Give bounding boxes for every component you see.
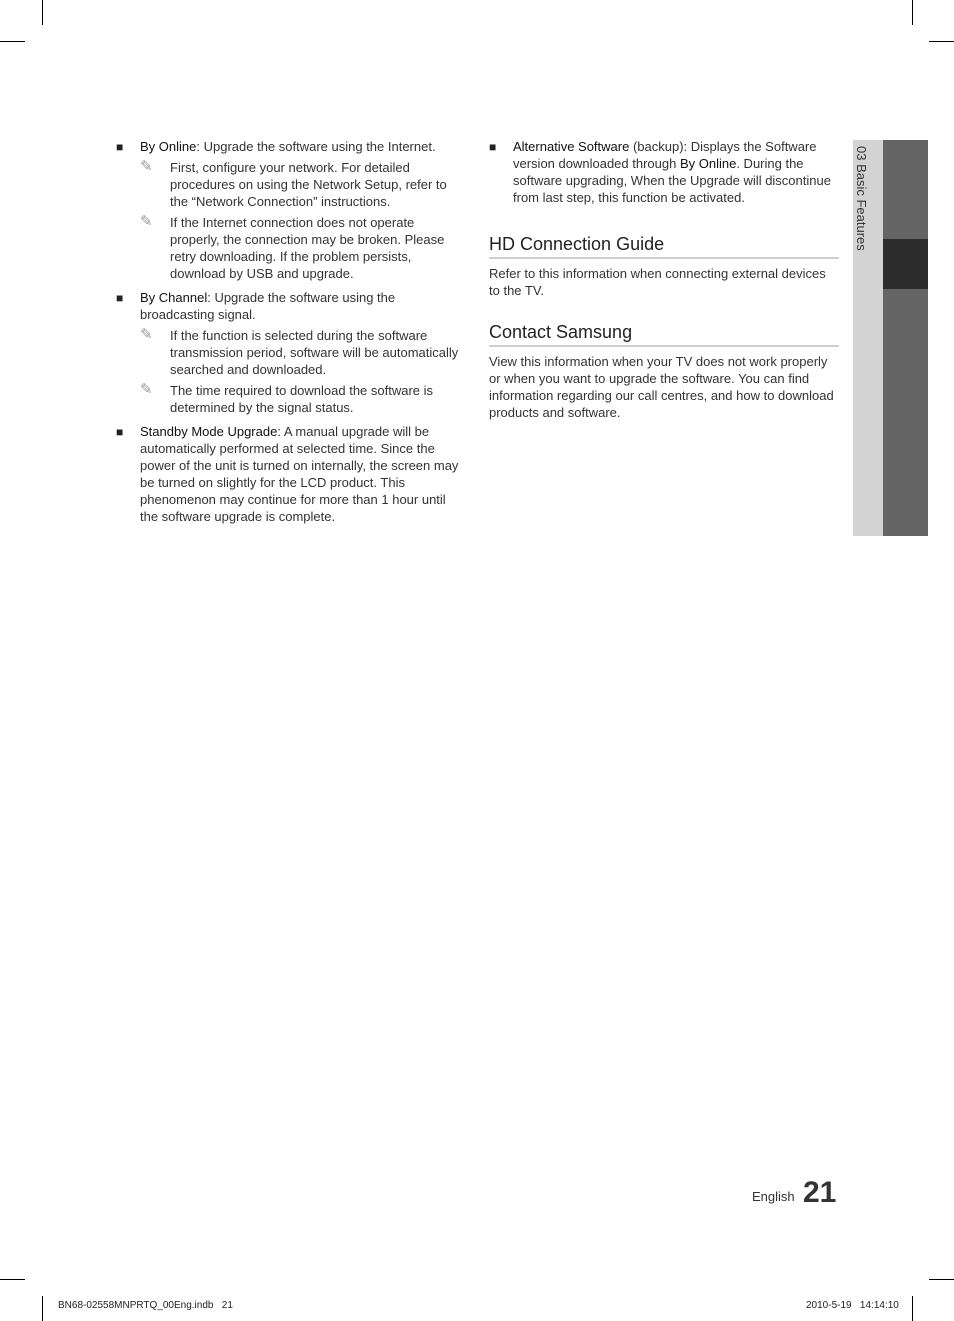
pencil-note-icon: ✎ xyxy=(140,212,153,230)
bullet-term: Alternative Software xyxy=(513,139,630,154)
bullet-item-by-channel xyxy=(116,289,466,416)
note-text: If the function is selected during the software transmission period, software will be automatically searched and downloaded. xyxy=(170,328,459,377)
square-bullet-icon: ■ xyxy=(116,425,124,439)
pencil-note-icon: ✎ xyxy=(140,380,153,398)
square-bullet-icon: ■ xyxy=(489,140,497,154)
square-bullet-icon: ■ xyxy=(116,140,124,154)
bullet-text: . During the software upgrading, When the Upgrade will discontinue from last step, this function be activated. xyxy=(513,156,831,205)
crop-mark xyxy=(929,41,954,42)
bullet-term: By Online xyxy=(679,156,737,171)
section-contact-samsung xyxy=(489,321,839,421)
section-hd-connection-guide xyxy=(489,233,839,299)
section-heading: Contact Samsung xyxy=(489,321,839,347)
bullet-item-alternative-software xyxy=(489,138,839,206)
bullet-term: By Channel xyxy=(140,290,208,305)
right-column xyxy=(489,138,839,421)
chapter-tab-dark xyxy=(883,140,928,536)
note xyxy=(140,382,466,416)
bullet-text: : Upgrade the software using the Internet. xyxy=(196,139,436,154)
bullet-item-by-online xyxy=(116,138,466,282)
note xyxy=(140,159,466,210)
crop-mark xyxy=(42,0,43,25)
square-bullet-icon: ■ xyxy=(116,291,124,305)
note xyxy=(140,327,466,378)
footer-language: English xyxy=(752,1189,795,1204)
pencil-note-icon: ✎ xyxy=(140,157,153,175)
crop-mark xyxy=(929,1279,954,1280)
crop-mark xyxy=(42,1296,43,1321)
bullet-item-standby-mode-upgrade xyxy=(116,423,466,525)
section-body: Refer to this information when connecting external devices to the TV. xyxy=(489,266,826,298)
bullet-term: Standby Mode Upgrade xyxy=(140,424,278,439)
file-slug: BN68-02558MNPRTQ_00Eng.indb 21 xyxy=(58,1300,233,1311)
note-text: First, configure your network. For detailed procedures on using the Network Setup, refer to the “Network Connection” instructions. xyxy=(170,160,447,209)
crop-mark xyxy=(0,41,25,42)
bullet-text: : Upgrade the software using the broadcasting signal. xyxy=(140,290,396,322)
crop-mark xyxy=(0,1279,25,1280)
chapter-tab-active-marker xyxy=(883,239,928,289)
page-number: 21 xyxy=(803,1176,837,1209)
chapter-tab-label: 03 Basic Features xyxy=(854,146,869,251)
section-heading: HD Connection Guide xyxy=(489,233,839,259)
section-body: View this information when your TV does not work properly or when you want to upgrade the software. You can find information regarding our call centres, and how to download products and software. xyxy=(489,354,834,420)
print-timestamp: 2010-5-19 14:14:10 xyxy=(806,1300,899,1311)
crop-mark xyxy=(912,0,913,25)
bullet-text: : A manual upgrade will be automatically performed at selected time. Since the power of the unit is turned on internally, the screen may be turned on slightly for the LCD product. This phenomenon may continue for more than 1 hour until the software upgrade is complete. xyxy=(140,424,459,524)
left-column xyxy=(116,138,466,532)
bullet-term: By Online xyxy=(140,139,197,154)
note xyxy=(140,214,466,282)
note-text: If the Internet connection does not operate properly, the connection may be broken. Please retry downloading. If the problem persists, download by USB and upgrade. xyxy=(170,215,445,281)
bullet-text: (backup): Displays the Software version downloaded through xyxy=(513,139,817,171)
pencil-note-icon: ✎ xyxy=(140,325,153,343)
crop-mark xyxy=(912,1296,913,1321)
note-text: The time required to download the software is determined by the signal status. xyxy=(170,383,434,415)
